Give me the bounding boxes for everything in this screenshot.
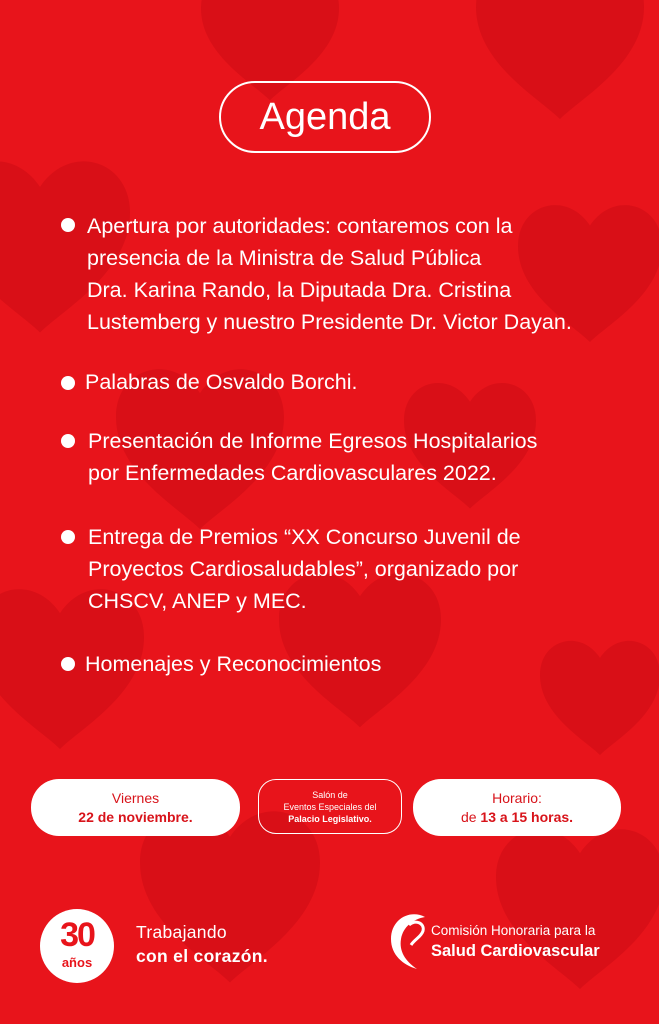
bullet-icon [61,530,75,544]
agenda-item-line: Lustemberg y nuestro Presidente Dr. Victor Dayan. [87,310,572,334]
date-pill [31,779,240,836]
org-name-line: Comisión Honoraria para la [431,923,596,938]
heart-icon [540,641,659,755]
bullet-icon [61,434,75,448]
agenda-item [87,210,572,338]
bullet-icon [61,657,75,671]
tagline-line: Trabajando [136,922,227,942]
anniversary-number: 30 [60,916,94,954]
venue-pill [258,779,402,834]
bullet-icon [61,218,75,232]
schedule-value: 13 a 15 horas. [480,808,574,825]
org-name-line: Salud Cardiovascular [431,942,600,960]
tagline-line: con el corazón. [136,946,268,966]
agenda-item-line: CHSCV, ANEP y MEC. [88,589,307,613]
agenda-item-line: Homenajes y Reconocimientos [85,652,382,676]
heart-icon [476,0,644,119]
date-label: Viernes [111,789,160,806]
agenda-item [85,366,357,398]
agenda-item-line: Dra. Karina Rando, la Diputada Dra. Cristina [87,278,512,302]
agenda-item [85,648,381,680]
tagline [136,920,268,968]
venue-name: Palacio Legislativo. [288,813,372,824]
organization-logo [385,905,625,975]
anniversary-logo [40,909,114,983]
bullet-icon [61,376,75,390]
schedule-line [461,808,573,827]
date-value: 22 de noviembre. [78,808,193,825]
agenda-item [88,521,521,617]
agenda-item-line: Entrega de Premios “XX Concurso Juvenil de [88,525,521,549]
agenda-item-line: Presentación de Informe Egresos Hospitalarios [88,429,538,453]
schedule-prefix: de [460,808,481,825]
schedule-pill [413,779,621,836]
venue-line: Eventos Especiales del [283,801,377,812]
heart-swoosh-icon [385,905,431,975]
agenda-title: Agenda [219,81,431,153]
agenda-item-line: Palabras de Osvaldo Borchi. [85,370,358,394]
agenda-item-line: Apertura por autoridades: contaremos con la [87,214,513,238]
schedule-label: Horario: [492,789,542,806]
agenda-item-line: Proyectos Cardiosaludables”, organizado por [88,557,519,581]
venue-line: Salón de [312,789,348,800]
anniversary-unit: años [61,955,93,970]
agenda-item-line: por Enfermedades Cardiovasculares 2022. [88,461,497,485]
agenda-item [88,425,537,489]
agenda-item-line: presencia de la Ministra de Salud Pública [87,246,482,270]
